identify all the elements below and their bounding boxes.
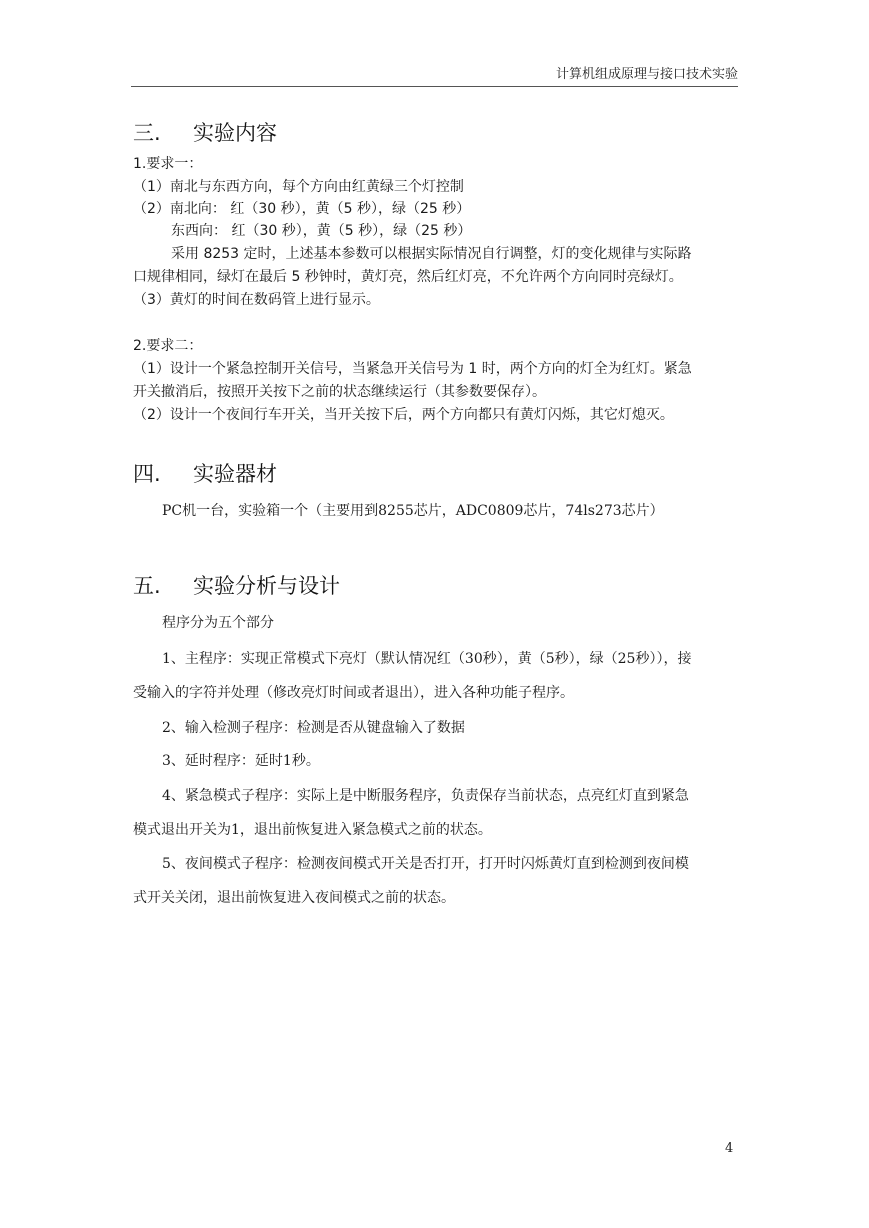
page-number: 4	[725, 1141, 734, 1156]
req2-item1-line2: 开关撤消后，按照开关按下之前的状态继续运行（其参数要保存）。	[133, 384, 546, 400]
section-4-title: 实验器材	[193, 462, 277, 486]
section-5-number: 五.	[133, 574, 161, 598]
header-rule	[131, 86, 738, 87]
req1-item2-east-west: 东西向： 红（30 秒），黄（5 秒），绿（25 秒）	[171, 223, 472, 239]
section-3-number: 三.	[133, 121, 161, 145]
req1-item1: （1）南北与东西方向，每个方向由红黄绿三个灯控制	[133, 179, 464, 195]
req1-paragraph-line2: 口规律相同，绿灯在最后 5 秒钟时，黄灯亮，然后红灯亮，不允许两个方向同时亮绿灯。	[133, 269, 683, 285]
equipment-text: PC机一台，实验箱一个（主要用到8255芯片，ADC0809芯片，74ls273芯片）	[162, 503, 664, 519]
part1-line1: 1、主程序：实现正常模式下亮灯（默认情况红（30秒），黄（5秒），绿（25秒）），接	[162, 651, 692, 667]
section-5-title: 实验分析与设计	[193, 574, 340, 598]
running-header: 计算机组成原理与接口技术实验	[555, 67, 738, 82]
req1-item3: （3）黄灯的时间在数码管上进行显示。	[133, 292, 380, 308]
part2: 2、输入检测子程序：检测是否从键盘输入了数据	[162, 720, 465, 736]
part5-line2: 式开关关闭，退出前恢复进入夜间模式之前的状态。	[133, 890, 455, 906]
part4-line1: 4、紧急模式子程序：实际上是中断服务程序，负责保存当前状态，点亮红灯直到紧急	[162, 788, 689, 804]
section-4-number: 四.	[133, 462, 161, 486]
part1-line2: 受输入的字符并处理（修改亮灯时间或者退出），进入各种功能子程序。	[133, 685, 574, 701]
section-3-heading	[133, 117, 277, 147]
section-3-title: 实验内容	[193, 121, 277, 145]
req1-title: 1.要求一：	[133, 156, 203, 172]
req2-item1-line1: （1）设计一个紧急控制开关信号，当紧急开关信号为 1 时，两个方向的灯全为红灯。紧急	[133, 361, 692, 377]
section-4-heading	[133, 458, 277, 488]
part3: 3、延时程序：延时1秒。	[162, 753, 320, 769]
req1-paragraph-line1: 采用 8253 定时，上述基本参数可以根据实际情况自行调整，灯的变化规律与实际路	[171, 246, 692, 262]
req2-item2: （2）设计一个夜间行车开关，当开关按下后，两个方向都只有黄灯闪烁，其它灯熄灭。	[133, 407, 674, 423]
program-intro: 程序分为五个部分	[162, 615, 274, 631]
req1-item2-north-south: （2）南北向： 红（30 秒），黄（5 秒），绿（25 秒）	[133, 201, 471, 217]
section-5-heading	[133, 570, 340, 600]
part5-line1: 5、夜间模式子程序：检测夜间模式开关是否打开，打开时闪烁黄灯直到检测到夜间模	[162, 856, 689, 872]
part4-line2: 模式退出开关为1，退出前恢复进入紧急模式之前的状态。	[133, 822, 492, 838]
req2-title: 2.要求二：	[133, 338, 203, 354]
